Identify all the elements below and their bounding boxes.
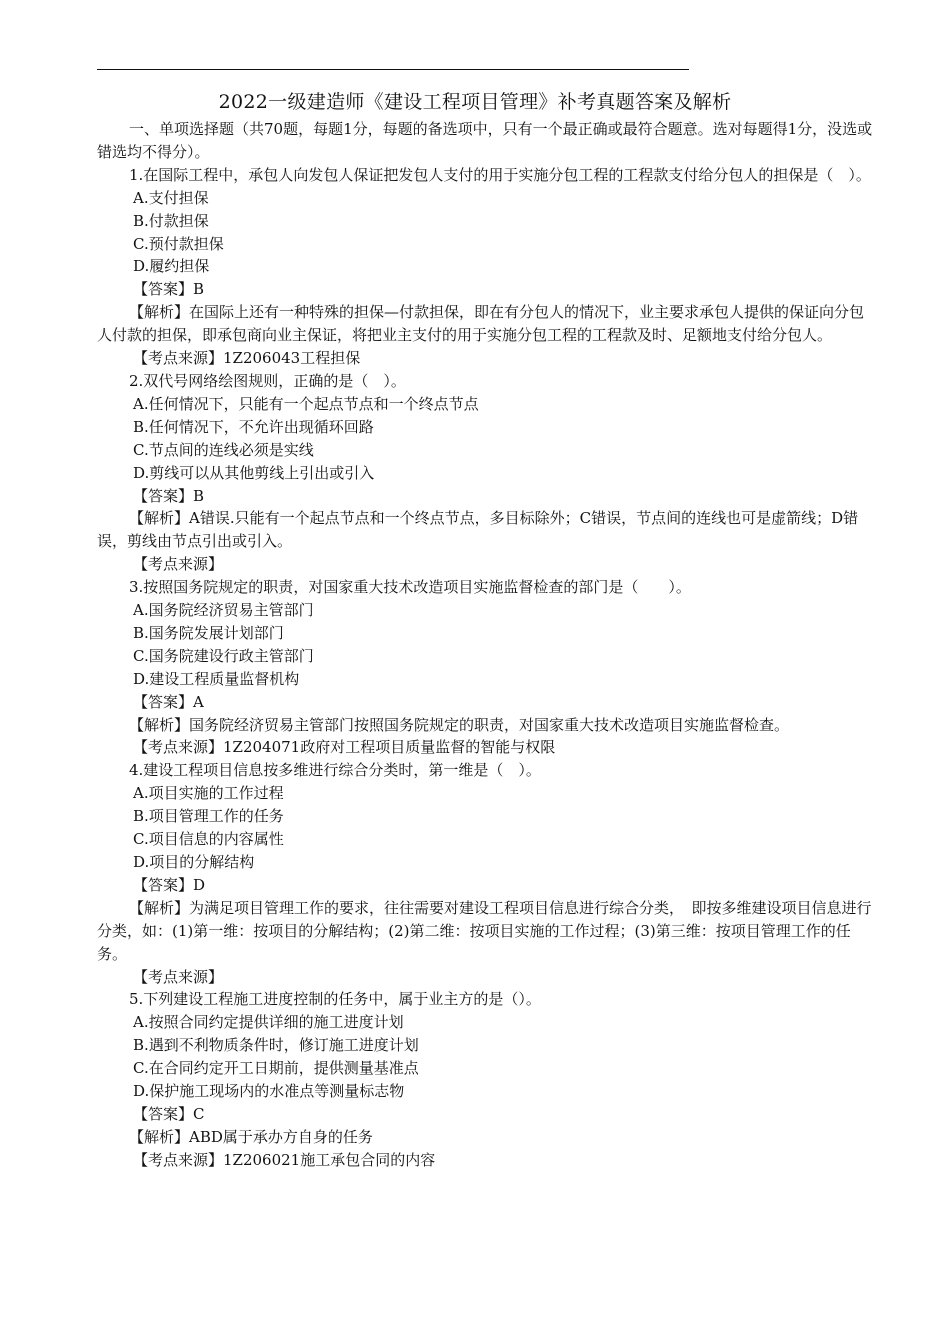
analysis: 【解析】ABD属于承办方自身的任务 xyxy=(129,1127,373,1146)
option: B.付款担保 xyxy=(133,211,209,230)
option: C.节点间的连线必须是实线 xyxy=(133,440,314,459)
answer: 【答案】D xyxy=(133,875,206,894)
option: A.按照合同约定提供详细的施工进度计划 xyxy=(133,1013,404,1032)
document-title: 2022一级建造师《建设工程项目管理》补考真题答案及解析 xyxy=(218,91,732,113)
option: B.任何情况下，不允许出现循环回路 xyxy=(133,417,374,436)
analysis: 【解析】为满足项目管理工作的要求，往往需要对建设工程项目信息进行综合分类， 即按多维建设项目信息进行分类，如：(1)第一维：按项目的分解结构；(2)第二维：按项目实施的工作过程；(3)第三维：按项目管理工作的任务。 xyxy=(97,898,872,963)
question-stem: 5.下列建设工程施工进度控制的任务中，属于业主方的是（）。 xyxy=(129,990,541,1009)
option: B.国务院发展计划部门 xyxy=(133,623,284,642)
option: B.遇到不利物质条件时，修订施工进度计划 xyxy=(133,1036,419,1055)
document-body xyxy=(97,118,875,1172)
option: C.国务院建设行政主管部门 xyxy=(133,646,314,665)
question-stem: 4.建设工程项目信息按多维进行综合分类时，第一维是（ ）。 xyxy=(129,761,541,780)
answer: 【答案】C xyxy=(133,1104,205,1123)
source: 【考点来源】 xyxy=(133,555,224,574)
answer: 【答案】A xyxy=(133,692,204,711)
option: C.项目信息的内容属性 xyxy=(133,830,284,849)
option: C.在合同约定开工日期前，提供测量基准点 xyxy=(133,1059,419,1078)
option: A.任何情况下，只能有一个起点节点和一个终点节点 xyxy=(133,394,479,413)
source: 【考点来源】1Z204071政府对工程项目质量监督的智能与权限 xyxy=(133,738,556,757)
analysis: 【解析】A错误.只能有一个起点节点和一个终点节点，多目标除外；C错误，节点间的连线也可是虚箭线；D错误，剪线由节点引出或引入。 xyxy=(97,509,859,551)
option: A.国务院经济贸易主管部门 xyxy=(133,601,314,620)
section-heading: 一、单项选择题（共70题，每题1分，每题的备选项中，只有一个最正确或最符合题意。选对每题得1分，没选或错选均不得分）。 xyxy=(97,120,873,161)
header-rule xyxy=(97,69,689,70)
answer: 【答案】B xyxy=(133,486,205,505)
question-stem: 2.双代号网络绘图规则，正确的是（ ）。 xyxy=(129,371,406,390)
question-stem: 1.在国际工程中，承包人向发包人保证把发包人支付的用于实施分包工程的工程款支付给分包人的担保是（ ）。 xyxy=(129,165,871,184)
option: D.履约担保 xyxy=(133,257,210,276)
answer: 【答案】B xyxy=(133,280,205,299)
option: D.剪线可以从其他剪线上引出或引入 xyxy=(133,463,375,482)
question-stem: 3.按照国务院规定的职责，对国家重大技术改造项目实施监督检查的部门是（ ）。 xyxy=(129,578,691,597)
source: 【考点来源】1Z206043工程担保 xyxy=(133,349,361,368)
option: D.保护施工现场内的水准点等测量标志物 xyxy=(133,1082,405,1101)
option: D.建设工程质量监督机构 xyxy=(133,669,300,688)
source: 【考点来源】 xyxy=(133,967,224,986)
analysis: 【解析】在国际上还有一种特殊的担保—付款担保，即在有分包人的情况下，业主要求承包人提供的保证向分包人付款的担保，即承包商向业主保证，将把业主支付的用于实施分包工程的工程款及时、足额地支付给分包人。 xyxy=(97,303,865,345)
option: A.项目实施的工作过程 xyxy=(133,784,284,803)
option: C.预付款担保 xyxy=(133,234,224,253)
option: D.项目的分解结构 xyxy=(133,853,255,871)
analysis: 【解析】国务院经济贸易主管部门按照国务院规定的职责，对国家重大技术改造项目实施监督检查。 xyxy=(129,715,790,734)
option: B.项目管理工作的任务 xyxy=(133,807,284,826)
source: 【考点来源】1Z206021施工承包合同的内容 xyxy=(133,1150,436,1169)
option: A.支付担保 xyxy=(133,188,209,207)
